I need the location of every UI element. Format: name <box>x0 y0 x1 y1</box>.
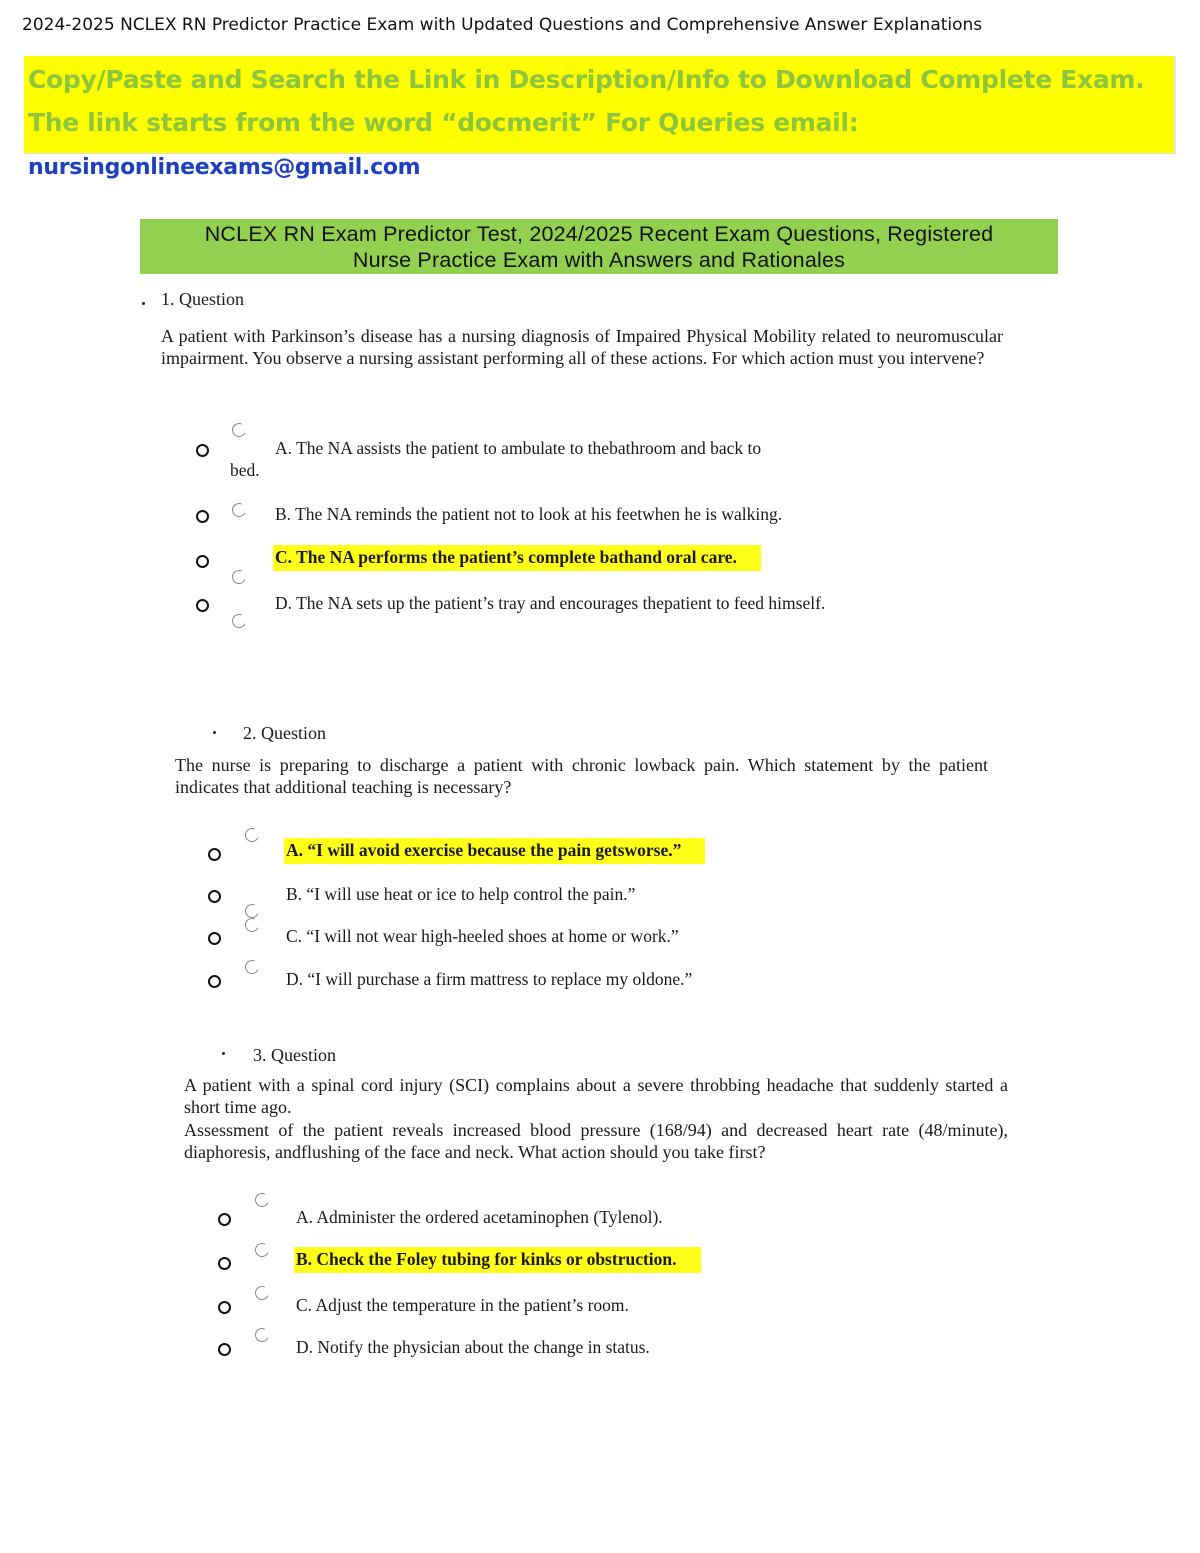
banner-email-link[interactable]: nursingonlineexams@gmail.com <box>28 155 421 180</box>
q3-option-d[interactable]: D. Notify the physician about the change in status. <box>296 1337 650 1357</box>
section-heading-line2: Nurse Practice Exam with Answers and Rationales <box>352 248 846 272</box>
list-bullet-icon <box>208 975 221 988</box>
radio-icon[interactable] <box>253 1241 271 1259</box>
bullet-dot <box>222 1052 225 1055</box>
q3-option-b-highlighted[interactable]: B. Check the Foley tubing for kinks or obstruction. <box>294 1247 701 1273</box>
q1-option-d[interactable]: D. The NA sets up the patient’s tray and encourages thepatient to feed himself. <box>275 593 826 613</box>
list-bullet-icon <box>196 510 209 523</box>
section-heading <box>140 219 1058 274</box>
question-2-text: The nurse is preparing to discharge a patient with chronic lowback pain. Which statement by the patient indicates that additional teaching is necessary? <box>175 755 988 797</box>
q1-option-a[interactable]: A. The NA assists the patient to ambulate to thebathroom and back to <box>275 438 762 458</box>
list-bullet-icon <box>218 1213 231 1226</box>
question-1-text: A patient with Parkinson’s disease has a nursing diagnosis of Impaired Physical Mobility related to neuromuscular impairment. You observe a nursing assistant performing all of these actions. For which action must you intervene? <box>161 326 1003 368</box>
download-banner <box>24 56 1176 180</box>
list-bullet-icon <box>196 599 209 612</box>
q1-option-c-highlighted[interactable]: C. The NA performs the patient’s complete bathand oral care. <box>273 545 761 571</box>
radio-icon[interactable] <box>230 612 248 630</box>
q2-option-d[interactable]: D. “I will purchase a firm mattress to replace my oldone.” <box>286 969 693 989</box>
q2-option-a-highlighted[interactable]: A. “I will avoid exercise because the pain getsworse.” <box>284 838 705 864</box>
radio-icon[interactable] <box>243 916 261 934</box>
q2-option-c[interactable]: C. “I will not wear high-heeled shoes at home or work.” <box>286 926 679 946</box>
list-bullet-icon <box>218 1301 231 1314</box>
bullet-dot <box>142 302 145 305</box>
banner-text <box>28 58 1168 189</box>
q2-option-b[interactable]: B. “I will use heat or ice to help control the pain.” <box>286 884 636 904</box>
radio-icon[interactable] <box>230 501 248 519</box>
bullet-dot <box>213 731 216 734</box>
q1-option-a-continued: bed. <box>230 460 260 480</box>
q3-option-c[interactable]: C. Adjust the temperature in the patient’s room. <box>296 1295 629 1315</box>
question-3-text-1: A patient with a spinal cord injury (SCI) complains about a severe throbbing headache that suddenly started a short time ago. <box>184 1075 1008 1117</box>
list-bullet-icon <box>208 890 221 903</box>
document-title: 2024-2025 NCLEX RN Predictor Practice Exam with Updated Questions and Comprehensive Answer Explanations <box>22 15 983 35</box>
radio-icon[interactable] <box>253 1326 271 1344</box>
radio-icon[interactable] <box>230 421 248 439</box>
radio-icon[interactable] <box>230 568 248 586</box>
q3-option-a[interactable]: A. Administer the ordered acetaminophen (Tylenol). <box>296 1207 663 1227</box>
list-bullet-icon <box>218 1257 231 1270</box>
list-bullet-icon <box>196 555 209 568</box>
radio-icon[interactable] <box>253 1284 271 1302</box>
question-3-text-2: Assessment of the patient reveals increased blood pressure (168/94) and decreased heart rate (48/minute), diaphoresis, andflushing of the face and neck. What action should you take first? <box>184 1120 1008 1162</box>
section-heading-line1: NCLEX RN Exam Predictor Test, 2024/2025 Recent Exam Questions, Registered <box>204 222 994 246</box>
question-1-number: 1. Question <box>161 289 244 309</box>
list-bullet-icon <box>196 444 209 457</box>
question-3-number: 3. Question <box>253 1045 336 1065</box>
list-bullet-icon <box>208 848 221 861</box>
question-2-number: 2. Question <box>243 723 326 743</box>
radio-icon[interactable] <box>253 1191 271 1209</box>
q1-option-b[interactable]: B. The NA reminds the patient not to look at his feetwhen he is walking. <box>275 504 783 524</box>
radio-icon[interactable] <box>243 958 261 976</box>
radio-icon[interactable] <box>243 826 261 844</box>
banner-message: Copy/Paste and Search the Link in Description/Info to Download Complete Exam. The link starts from the word “docmerit” For Queries email: <box>28 65 1145 137</box>
list-bullet-icon <box>218 1343 231 1356</box>
list-bullet-icon <box>208 932 221 945</box>
